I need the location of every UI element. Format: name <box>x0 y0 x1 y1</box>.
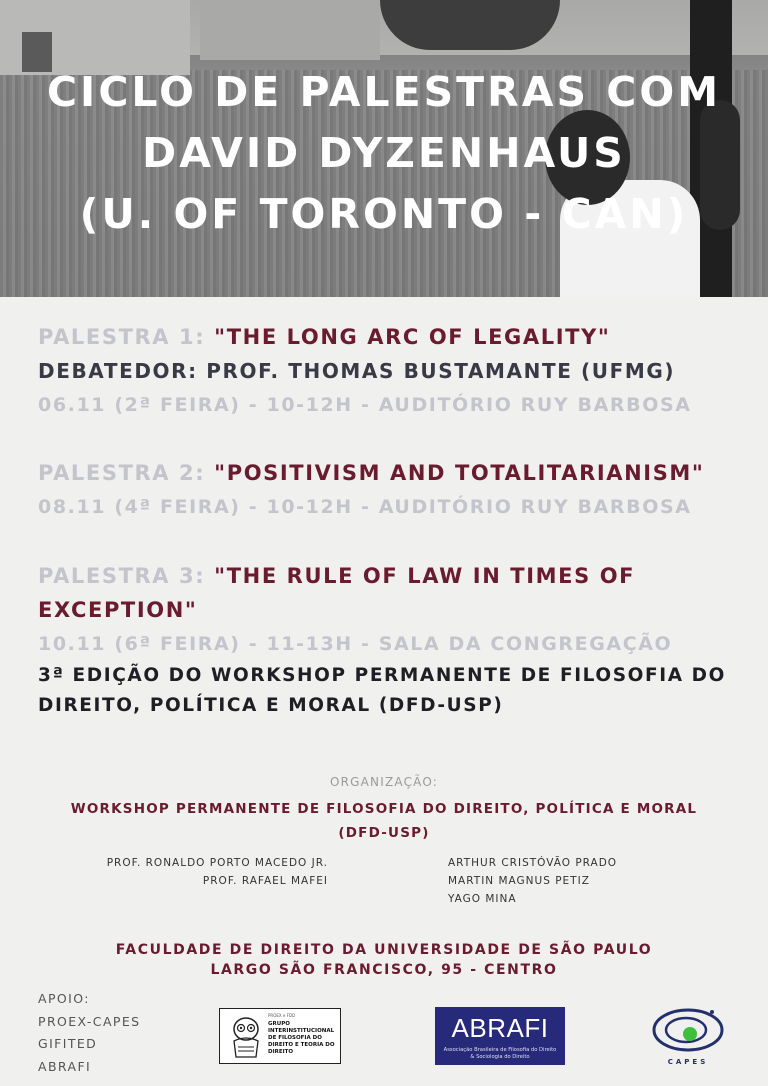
event-title <box>0 62 768 245</box>
faculty-address: FACULDADE DE DIREITO DA UNIVERSIDADE DE SÃO PAULO LARGO SÃO FRANCISCO, 95 - CENTRO <box>115 942 653 978</box>
support-item: GIFITED <box>38 1036 98 1051</box>
talk-title-cont: EXCEPTION" <box>38 598 198 622</box>
organizers-left <box>0 854 328 890</box>
organizer-name: ARTHUR CRISTÓVÃO PRADO <box>448 857 618 869</box>
event-title-line: CICLO DE PALESTRAS COM <box>46 68 722 116</box>
talk-schedule: 06.11 (2ª FEIRA) - 10-12H - AUDITÓRIO RUY BARBOSA <box>38 394 692 416</box>
support-list <box>38 988 140 1078</box>
capes-logo: CAPES <box>650 1000 726 1072</box>
organization-name: WORKSHOP PERMANENTE DE FILOSOFIA DO DIREITO, POLÍTICA E MORAL (DFD-USP) <box>70 801 698 841</box>
talk-schedule: 08.11 (4ª FEIRA) - 10-12H - AUDITÓRIO RUY BARBOSA <box>38 496 692 518</box>
support-item: PROEX-CAPES <box>38 1013 141 1029</box>
organizer-name: MARTIN MAGNUS PETIZ <box>448 875 590 887</box>
talk-label: PALESTRA 3: <box>38 564 206 588</box>
gifited-logo: PROEX e FDD GRUPO INTERINSTITUCIONAL DE FILOSOFIA DO DIREITO E TEORIA DO DIREITO <box>219 1008 341 1064</box>
capes-emblem-icon <box>650 1000 726 1058</box>
talk-title: "THE LONG ARC OF LEGALITY" <box>214 325 611 349</box>
talk-1 <box>38 320 738 422</box>
talk-label: PALESTRA 1: <box>38 325 206 349</box>
talk-2 <box>38 456 738 524</box>
talk-note: DIREITO, POLÍTICA E MORAL (DFD-USP) <box>38 695 504 716</box>
talk-debater: DEBATEDOR: PROF. THOMAS BUSTAMANTE (UFMG) <box>38 359 676 383</box>
talk-3 <box>38 559 738 721</box>
organizer-name: YAGO MINA <box>448 893 517 905</box>
talk-schedule: 10.11 (6ª FEIRA) - 11-13H - SALA DA CONGREGAÇÃO <box>38 633 673 655</box>
talk-title: "POSITIVISM AND TOTALITARIANISM" <box>214 461 705 485</box>
abrafi-logo: ABRAFI Associação Brasileira de Filosofia do Direito & Sociologia do Direito <box>435 1007 565 1065</box>
event-title-line: DAVID DYZENHAUS <box>142 129 626 177</box>
talk-note: 3ª EDIÇÃO DO WORKSHOP PERMANENTE DE FILOSOFIA DO <box>38 665 726 686</box>
organizer-name: PROF. RAFAEL MAFEI <box>202 875 328 887</box>
support-item: ABRAFI <box>38 1058 92 1074</box>
talk-title: "THE RULE OF LAW IN TIMES OF <box>214 564 636 588</box>
support-label: APOIO: <box>38 991 90 1006</box>
organization-label: ORGANIZAÇÃO: <box>329 775 439 789</box>
organizers-right <box>448 854 748 908</box>
hero-photo <box>0 0 768 297</box>
organizer-name: PROF. RONALDO PORTO MACEDO JR. <box>106 857 328 869</box>
owl-icon <box>226 1015 266 1059</box>
event-title-line: (U. OF TORONTO - CAN) <box>79 190 689 238</box>
talk-label: PALESTRA 2: <box>38 461 206 485</box>
